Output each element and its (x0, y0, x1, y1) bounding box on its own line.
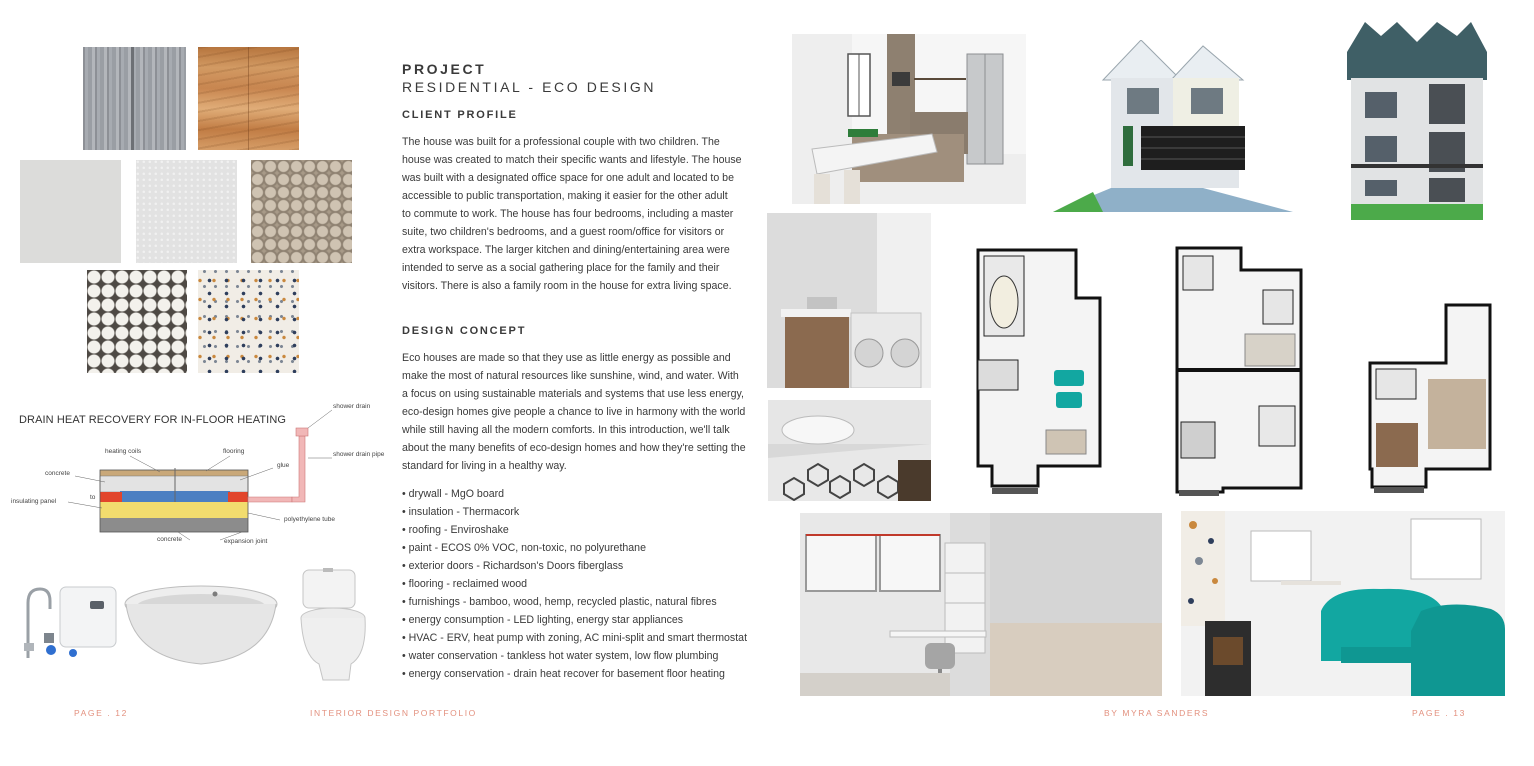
design-concept-text (402, 349, 757, 475)
swatch-wool-carpet (251, 160, 352, 263)
list-item: • roofing - Enviroshake (402, 524, 509, 536)
bathroom-render (768, 400, 931, 501)
swatch-patterned-tile (87, 270, 187, 373)
design-concept-line: standard for living in a healthy way. (402, 460, 567, 472)
label-glue: glue (277, 462, 290, 469)
design-concept-line: make the most of natural resources like sunshine, wind, and water. With (402, 370, 739, 382)
house-side-render (1345, 22, 1489, 220)
label-insulating-panel: insulating panel (11, 498, 57, 505)
client-profile-line: intended to serve as a social gathering place for the family and their (402, 262, 720, 274)
client-profile-line: suite, two children's bedrooms, and a guest room/office for visitors or (402, 226, 725, 238)
hot-inlet (100, 492, 122, 502)
design-concept-line: a focus on using sustainable materials and systems that use less energy, (402, 388, 744, 400)
swatch-reclaimed-oak (198, 47, 299, 150)
client-profile-text (402, 133, 757, 295)
label-expansion-joint: expansion joint (224, 538, 268, 545)
office-render (800, 513, 1162, 696)
client-profile-line: The house was built for a professional couple with two children. The (402, 136, 720, 148)
project-heading: PROJECT (402, 61, 487, 77)
client-profile-line: house was created to match their specific wants and lifestyle. The house (402, 154, 742, 166)
recovery-pipe (248, 497, 292, 502)
client-profile-line: extra workspace. The larger kitchen and dining/entertaining area were (402, 244, 730, 256)
base-concrete-layer (100, 518, 248, 532)
swatch-terrazzo (198, 270, 299, 373)
client-profile-line: accessible to public transportation, making it easier for the other adult (402, 190, 728, 202)
client-profile-line: to commute to work. The house has four bedrooms, including a master (402, 208, 734, 220)
client-profile-heading: CLIENT PROFILE (402, 109, 518, 121)
label-shower-drain-pipe: shower drain pipe (333, 451, 385, 458)
house-front-render (1053, 40, 1295, 212)
list-item: • water conservation - tankless hot water system, low flow plumbing (402, 650, 719, 662)
living-room-render (1181, 511, 1505, 696)
concrete-layer (100, 476, 248, 492)
list-item: • exterior doors - Richardson's Doors fiberglass (402, 560, 624, 572)
floor-plan-main (1175, 246, 1305, 498)
footer-author: BY MYRA SANDERS (1104, 708, 1210, 718)
shower-drain-cap (296, 428, 308, 436)
insulating-panel-layer (100, 502, 248, 518)
floor-plan-basement (976, 248, 1104, 496)
laundry-render (767, 213, 931, 388)
design-concept-line: while still having all the modern comforts. In this introduction, we'll talk (402, 424, 730, 436)
swatch-plaster-grey (20, 160, 121, 263)
list-item: • furnishings - bamboo, wood, hemp, recycled plastic, natural fibres (402, 596, 717, 608)
toilet-image (289, 568, 371, 683)
swatch-textured-white (136, 160, 237, 263)
design-concept-line: about the many benefits of eco-design homes and how they're setting the (402, 442, 746, 454)
diagram-title: DRAIN HEAT RECOVERY FOR IN-FLOOR HEATING (19, 414, 287, 426)
hot-outlet (228, 492, 248, 502)
flooring-layer (100, 470, 248, 476)
label-concrete-top: concrete (45, 470, 70, 477)
swatch-barnwood (83, 47, 186, 150)
design-concept-line: Eco houses are made so that they use as little energy as possible and (402, 352, 731, 364)
list-item: • insulation - Thermacork (402, 506, 520, 518)
label-flooring: flooring (223, 448, 245, 455)
list-item: • flooring - reclaimed wood (402, 578, 528, 590)
label-concrete-bottom: concrete (157, 536, 182, 543)
label-polyethylene-tube: polyethylene tube (284, 516, 335, 523)
client-profile-line: was built with a designated office space for one adult and located to be (402, 172, 734, 184)
label-heating-coils: heating coils (105, 448, 142, 455)
list-item: • energy conservation - drain heat recover for basement floor heating (402, 668, 725, 680)
floor-plan-upper (1368, 303, 1494, 495)
faucet-and-heater-image (18, 583, 118, 663)
kitchen-render (792, 34, 1026, 204)
client-profile-line: visitors. There is also a family room in the house for extra living space. (402, 280, 732, 292)
materials-list (402, 485, 762, 683)
label-to: to (90, 494, 96, 501)
list-item: • paint - ECOS 0% VOC, non-toxic, no polyurethane (402, 542, 646, 554)
list-item: • HVAC - ERV, heat pump with zoning, AC mini-split and smart thermostat (402, 632, 748, 644)
list-item: • energy consumption - LED lighting, energy star appliances (402, 614, 684, 626)
freestanding-tub-image (123, 582, 281, 668)
footer-page-right: PAGE . 13 (1412, 708, 1466, 718)
design-concept-heading: DESIGN CONCEPT (402, 325, 527, 337)
design-concept-line: eco-design homes give people a chance to live in harmony with the world (402, 406, 746, 418)
label-shower-drain: shower drain (333, 403, 371, 410)
list-item: • drywall - MgO board (402, 488, 505, 500)
project-subtitle: RESIDENTIAL - ECO DESIGN (402, 79, 657, 95)
footer-page-left: PAGE . 12 (74, 708, 128, 718)
footer-portfolio-title: INTERIOR DESIGN PORTFOLIO (310, 708, 477, 718)
